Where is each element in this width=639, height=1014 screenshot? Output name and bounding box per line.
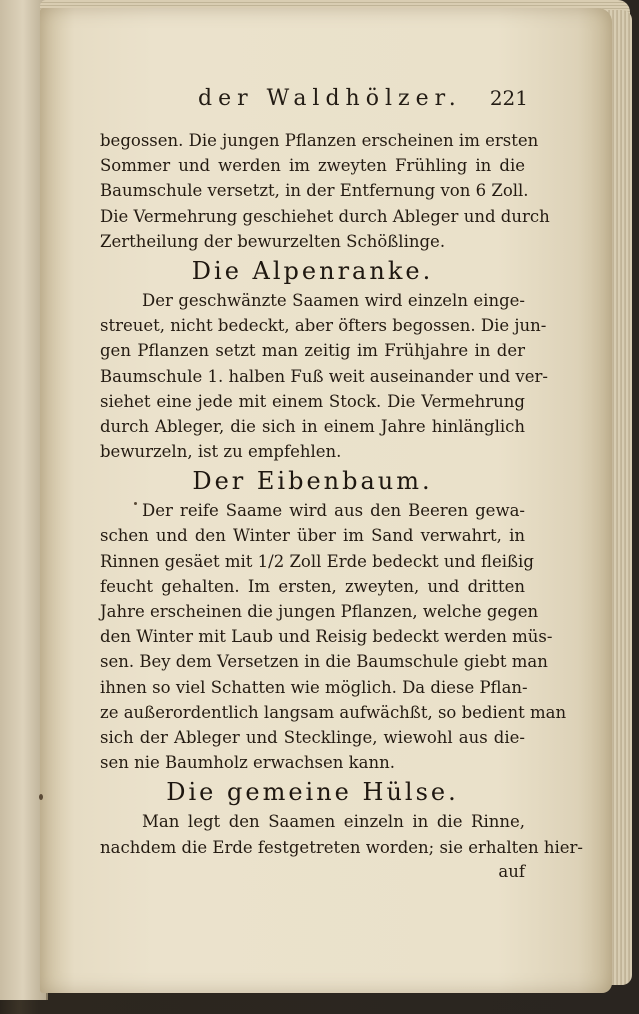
section-heading-alpenranke: Die Alpenranke.	[191, 256, 434, 285]
text-line: ihnen so viel Schatten wie möglich. Da diese Pflan-	[100, 677, 528, 697]
ink-speck	[39, 794, 43, 800]
text-line: gen Pflanzen setzt man zeitig im Frühjahre in der	[100, 341, 525, 361]
text-line: siehet eine jede mit einem Stock. Die Vermehrung	[100, 391, 525, 411]
text-line: Rinnen gesäet mit 1/2 Zoll Erde bedeckt und fleißig	[100, 551, 534, 571]
running-head-title: der Waldhölzer.	[198, 86, 462, 111]
text-line: Zertheilung der bewurzelten Schößlinge.	[100, 231, 446, 251]
text-line: Sommer und werden im zweyten Frühling in die	[100, 156, 525, 176]
text-line: Der geschwänzte Saamen wird einzeln einge-	[142, 290, 525, 310]
text-line: Die Vermehrung geschiehet durch Ableger und durch	[100, 206, 550, 226]
text-line: sen nie Baumholz erwachsen kann.	[100, 753, 395, 773]
running-head	[198, 86, 528, 118]
text-line: ze außerordentlich langsam aufwächßt, so bedient man	[100, 702, 567, 722]
text-line: den Winter mit Laub und Reisig bedeckt werden müs-	[100, 627, 553, 647]
text-line: sen. Bey dem Versetzen in die Baumschule giebt man	[100, 652, 548, 672]
catchword: auf	[498, 861, 525, 881]
paragraph-alpenranke	[100, 288, 548, 464]
text-line: bewurzeln, ist zu empfehlen.	[100, 442, 342, 462]
section-heading-huelse: Die gemeine Hülse.	[166, 778, 459, 807]
text-line: sich der Ableger und Stecklinge, wiewohl aus die-	[100, 727, 525, 747]
text-line: feucht gehalten. Im ersten, zweyten, und dritten	[100, 576, 525, 596]
text-line: begossen. Die jungen Pflanzen erscheinen im ersten	[100, 131, 539, 150]
text-line: streuet, nicht bedeckt, aber öfters begossen. Die jun-	[100, 316, 547, 336]
text-line: schen und den Winter über im Sand verwahrt, in	[100, 526, 525, 546]
text-line: Der reife Saame wird aus den Beeren gewa-	[142, 501, 525, 521]
page-text	[100, 128, 583, 884]
text-line: durch Ableger, die sich in einem Jahre hinlänglich	[100, 416, 525, 436]
page-number: 221	[489, 86, 528, 110]
text-line: Man legt den Saamen einzeln in die Rinne,	[142, 812, 525, 832]
text-line: nachdem die Erde festgetreten worden; sie erhalten hier-	[100, 837, 583, 857]
section-heading-eibenbaum: Der Eibenbaum.	[192, 467, 433, 496]
text-line: Jahre erscheinen die jungen Pflanzen, welche gegen	[100, 602, 539, 621]
text-line: Baumschule 1. halben Fuß weit auseinander und ver-	[100, 366, 548, 386]
paragraph-begossen	[100, 128, 550, 254]
paragraph-eibenbaum	[100, 498, 567, 775]
paragraph-huelse	[100, 809, 583, 859]
text-line: Baumschule versetzt, in der Entfernung von 6 Zoll.	[100, 181, 529, 201]
